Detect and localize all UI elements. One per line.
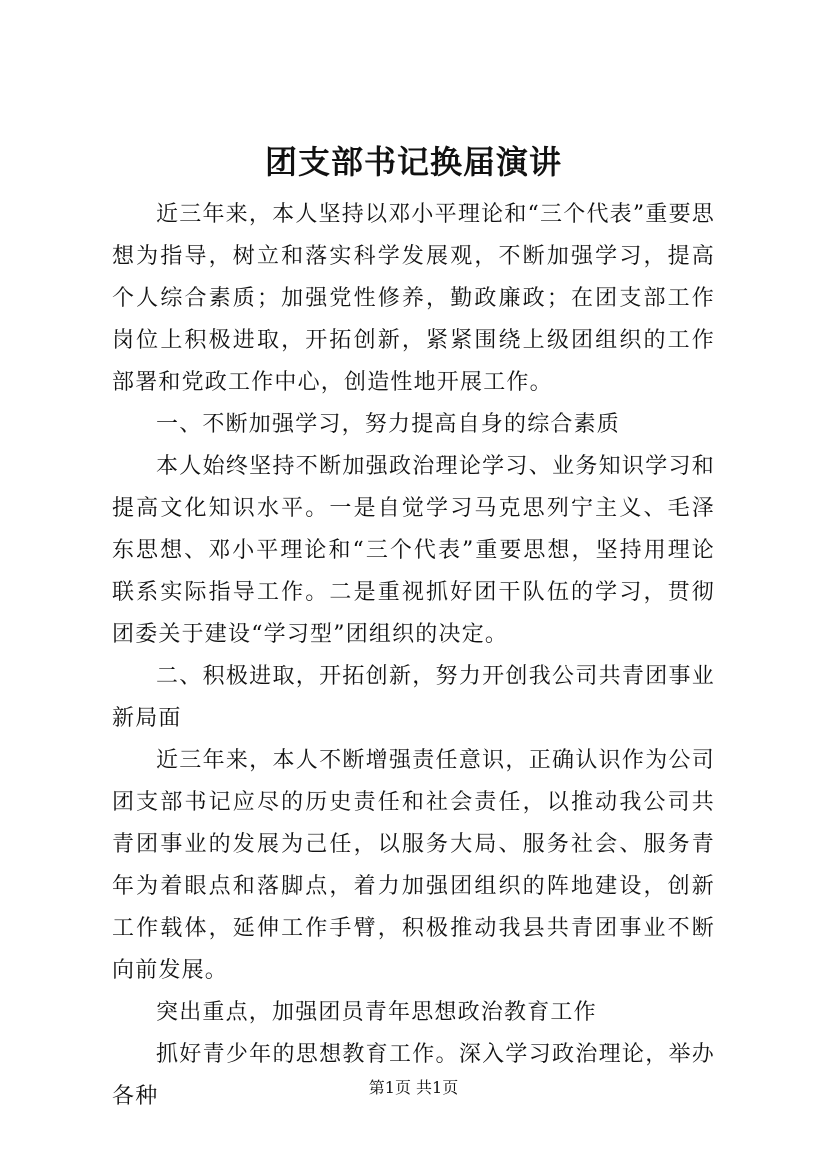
paragraph-study: 本人始终坚持不断加强政治理论学习、业务知识学习和提高文化知识水平。一是自觉学习马克思列宁主义、毛泽东思想、邓小平理论和“三个代表”重要思想，坚持用理论联系实际指导工作。二是重视抓好团干队伍的学习，贯彻团委关于建设“学习型”团组织的决定。 [112, 454, 715, 647]
section-heading-2: 二、积极进取，开拓创新，努力开创我公司共青团事业新局面 [112, 664, 715, 731]
paragraph-responsibility: 近三年来，本人不断增强责任意识，正确认识作为公司团支部书记应尽的历史责任和社会责任，以推动我公司共青团事业的发展为己任，以服务大局、服务社会、服务青年为着眼点和落脚点，着力加强团组织的阵地建设，创新工作载体，延伸工作手臂，积极推动我县共青团事业不断向前发展。 [112, 748, 715, 983]
section-heading-1: 一、不断加强学习，努力提高自身的综合素质 [156, 412, 621, 437]
document-body [112, 194, 715, 1118]
section-heading-3: 突出重点，加强团员青年思想政治教育工作 [156, 1000, 597, 1025]
paragraph-education: 抓好青少年的思想教育工作。深入学习政治理论，举办各种 [112, 1042, 715, 1109]
page-title: 团支部书记换届演讲 [264, 143, 562, 181]
page-footer: 第1页 共1页 [368, 1078, 459, 1097]
paragraph-intro: 近三年来，本人坚持以邓小平理论和“三个代表”重要思想为指导，树立和落实科学发展观，不断加强学习，提高个人综合素质；加强党性修养，勤政廉政；在团支部工作岗位上积极进取，开拓创新，紧紧围绕上级团组织的工作部署和党政工作中心，创造性地开展工作。 [112, 202, 715, 395]
